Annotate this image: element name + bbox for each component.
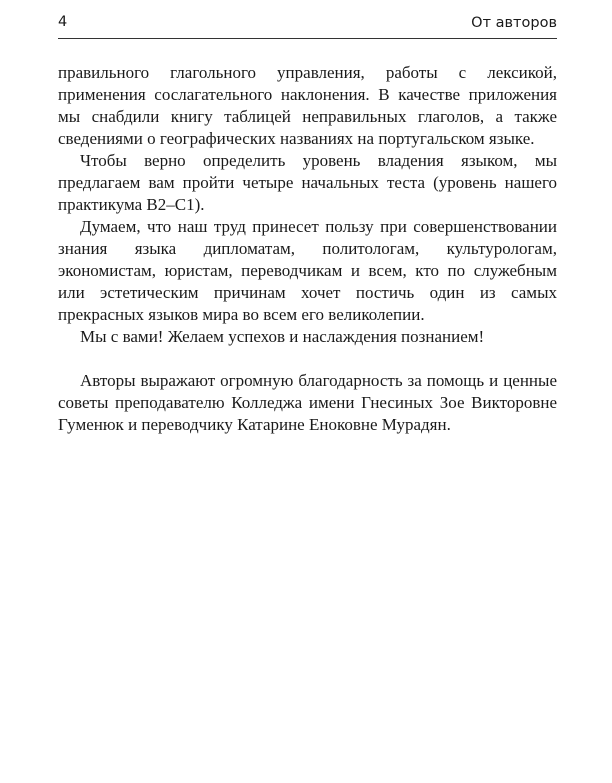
running-title: От авторов (471, 15, 557, 31)
page-header (58, 12, 557, 39)
paragraph-level-tests: Чтобы верно определить уровень владения языком, мы предлагаем вам пройти четыре начальных теста (уровень нашего практикума B2–C1). (58, 151, 557, 214)
paragraph-continuation: правильного глагольного управления, работы с лексикой, применения сослагательного наклонения. В качестве приложения мы снабдили книгу таблицей неправильных глаголов, а также сведениями о географических названиях на португальском языке. (58, 63, 557, 148)
paragraph-audience: Думаем, что наш труд принесет пользу при совершенствовании знания языка дипломатам, политологам, культурологам, экономистам, юристам, переводчикам и всем, кто по служебным или эстетическим причинам хочет постичь один из самых прекрасных языков мира во всем его великолепии. (58, 217, 557, 324)
paragraph-wishes: Мы с вами! Желаем успехов и наслаждения познанием! (80, 327, 485, 346)
paragraph-acknowledgement: Авторы выражают огромную благодарность за помощь и ценные советы преподавателю Колледжа имени Гнесиных Зое Викторовне Гуменюк и переводчику Катарине Еноковне Мурадян. (58, 371, 557, 434)
page-body (58, 62, 557, 436)
page-number: 4 (58, 14, 68, 30)
